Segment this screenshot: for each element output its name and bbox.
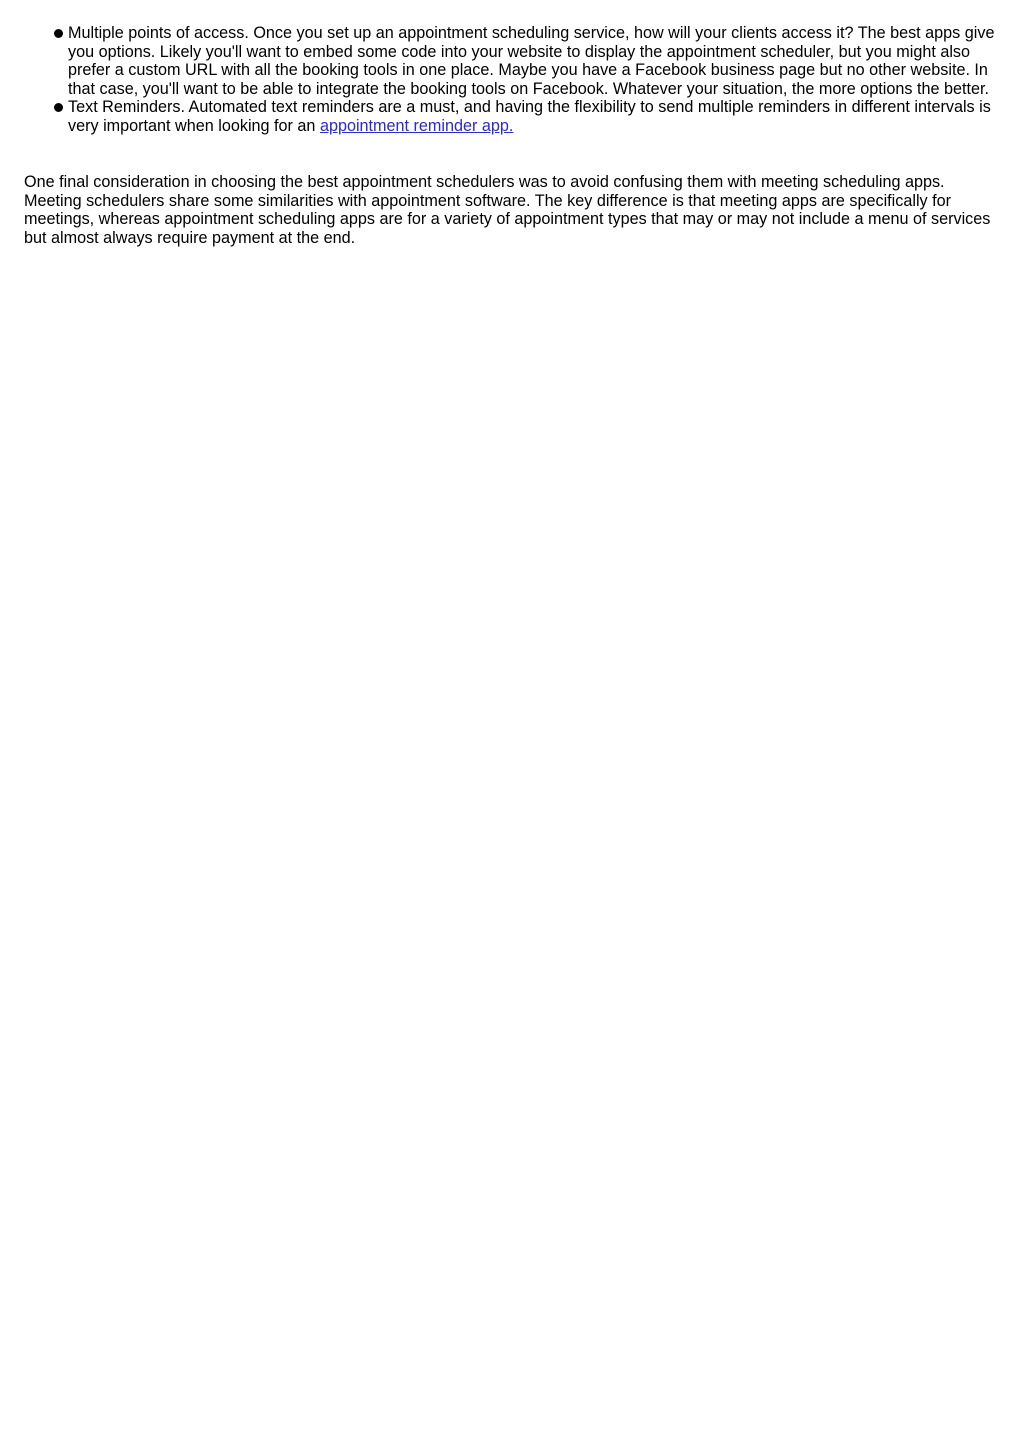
list-item-text: Text Reminders. Automated text reminders are a must, and having the flexibility to send multiple reminders in different intervals is very important when looking for an — [68, 98, 991, 135]
list-item-text: Multiple points of access. Once you set up an appointment scheduling service, how will your clients access it? The best apps give you options. Likely you'll want to embed some code into your website to display the appointment scheduler, but you might also prefer a custom URL with all the booking tools in one place. Maybe you have a Facebook business page but no other website. In that case, you'll want to be able to integrate the booking tools on Facebook. Whatever your situation, the more options the better. — [68, 24, 995, 98]
feature-bullet-list — [52, 24, 1002, 135]
appointment-reminder-app-link[interactable]: appointment reminder app. — [319, 116, 514, 135]
list-item-multiple-points-of-access — [52, 24, 1002, 98]
bullet-icon — [54, 29, 63, 38]
bullet-icon — [54, 103, 63, 112]
list-item-text-reminders — [52, 98, 1002, 135]
closing-paragraph: One final consideration in choosing the best appointment schedulers was to avoid confusing them with meeting scheduling apps. Meeting schedulers share some similarities with appointment software. The key difference is that meeting apps are specifically for meetings, whereas appointment scheduling apps are for a variety of appointment types that may or may not include a menu of services but almost always require payment at the end. — [24, 173, 991, 247]
